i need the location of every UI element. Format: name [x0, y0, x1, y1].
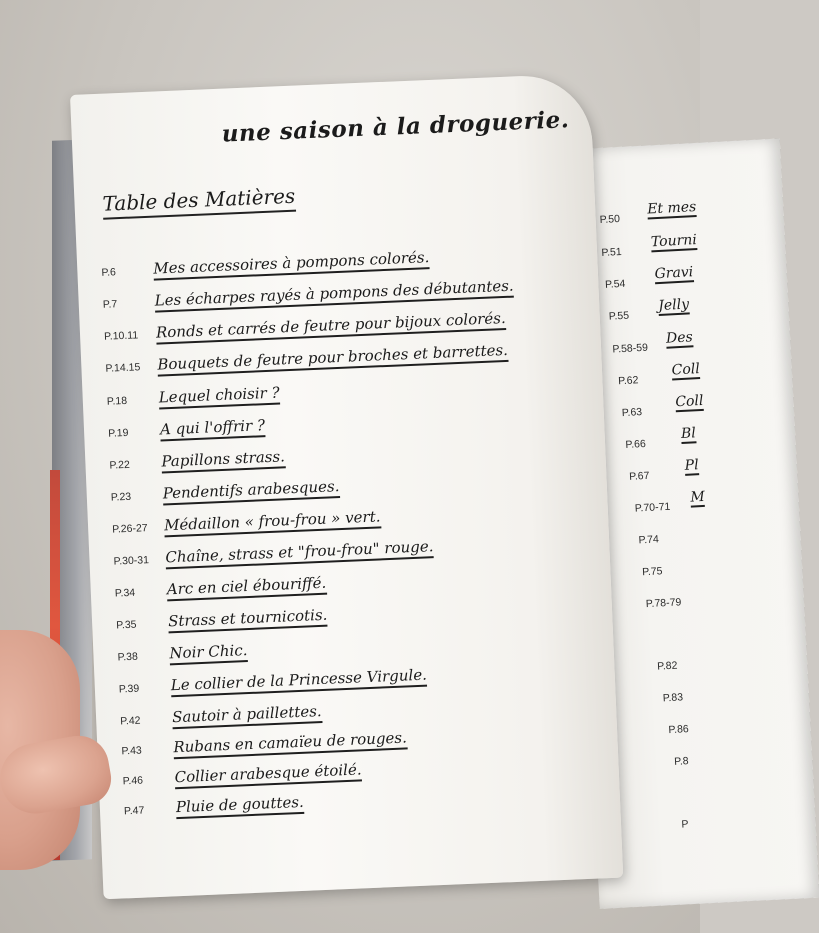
toc-entry — [120, 702, 322, 731]
right-page-number: P.50 — [599, 212, 621, 227]
right-page-number: P.75 — [641, 565, 663, 579]
toc-entry-title: Sautoir à paillettes. — [172, 702, 322, 729]
toc-page-number: P.22 — [109, 458, 131, 472]
toc-entry-title: Bouquets de feutre pour broches et barrettes. — [157, 341, 508, 377]
toc-entry — [122, 760, 362, 791]
right-entry-title: Bl — [680, 425, 697, 443]
toc-entry-title: Mes accessoires à pompons colorés. — [153, 248, 430, 281]
toc-entry-title: Collier arabesque étoilé. — [174, 760, 362, 789]
toc-page-number: P.7 — [102, 298, 118, 311]
toc-entry-title: Rubans en camaïeu de rouges. — [173, 728, 407, 759]
right-page-number: P.66 — [625, 437, 647, 451]
right-page-number: P.67 — [628, 469, 650, 483]
right-entry-title: M — [689, 488, 706, 506]
right-page-number: P.62 — [617, 374, 639, 388]
right-page-number: P.78-79 — [645, 596, 682, 611]
right-entry-title: Et mes — [646, 198, 697, 218]
right-page-number: P.70-71 — [634, 500, 671, 515]
toc-entry — [112, 507, 381, 539]
right-page-number: P.63 — [621, 406, 643, 420]
toc-entry — [114, 574, 326, 604]
right-entry-title: Coll — [671, 360, 701, 379]
toc-page-number: P.10.11 — [103, 329, 139, 343]
toc-entry-title: Lequel choisir ? — [158, 383, 280, 409]
right-entry-title: Coll — [674, 392, 704, 411]
right-page-number: P.58-59 — [612, 341, 649, 356]
left-page — [70, 73, 623, 899]
toc-entry — [118, 666, 427, 700]
toc-entry — [106, 383, 280, 411]
toc-entry-title: Noir Chic. — [169, 641, 248, 665]
toc-entry-title: Papillons strass. — [161, 447, 285, 473]
toc-page-number: P.34 — [114, 586, 136, 600]
toc-entry-title: Strass et tournicotis. — [168, 606, 328, 634]
right-page-number: P.51 — [601, 245, 622, 259]
toc-entry-title: Pendentifs arabesques. — [162, 477, 340, 505]
toc-page-number: P.39 — [118, 682, 140, 696]
right-entry-title: Tourni — [650, 231, 698, 251]
toc-entry — [105, 341, 508, 379]
toc-entry-title: Pluie de gouttes. — [176, 793, 305, 819]
right-page-number: P — [681, 818, 689, 831]
toc-entry-title: A qui l'offrir ? — [160, 416, 266, 441]
toc-entry — [117, 641, 248, 667]
toc-entry-title: Les écharpes rayés à pompons des débutantes. — [154, 277, 514, 313]
right-entry-title: Des — [665, 329, 694, 347]
right-entry-title: Gravi — [654, 264, 694, 283]
book-header-title: une saison à la droguerie. — [221, 106, 570, 148]
toc-page-number: P.30-31 — [113, 554, 150, 568]
right-entry-title: Jelly — [657, 296, 690, 315]
toc-page-number: P.14.15 — [105, 361, 141, 375]
toc-entry-title: Chaîne, strass et "frou-frou" rouge. — [165, 537, 434, 569]
toc-entry — [113, 537, 434, 571]
toc-entry-title: Ronds et carrés de feutre pour bijoux colorés. — [156, 309, 506, 345]
toc-entry — [101, 248, 430, 283]
toc-page-number: P.23 — [110, 490, 132, 504]
toc-page-number: P.38 — [117, 650, 139, 664]
toc-entry — [124, 793, 305, 822]
toc-entry — [116, 606, 328, 636]
toc-title: Table des Matières — [102, 184, 296, 220]
right-page-number: P.83 — [662, 691, 684, 705]
right-page-number: P.82 — [656, 659, 678, 673]
toc-entry — [102, 277, 514, 315]
toc-entry-title: Médaillon « frou-frou » vert. — [164, 507, 381, 537]
toc-page-number: P.18 — [106, 394, 128, 408]
toc-page-number: P.47 — [123, 804, 145, 818]
toc-entry — [121, 728, 407, 761]
toc-entry — [104, 309, 506, 347]
toc-page-number: P.46 — [122, 774, 144, 788]
right-page-number: P.74 — [638, 533, 660, 547]
toc-entry-title: Arc en ciel ébouriffé. — [166, 574, 326, 602]
toc-page-number: P.35 — [116, 618, 137, 632]
toc-page-number: P.42 — [120, 714, 141, 728]
right-entry-title: Pl — [684, 457, 700, 474]
toc-entry — [109, 447, 285, 475]
right-page-number: P.8 — [673, 755, 689, 768]
right-page-number: P.86 — [668, 723, 690, 737]
right-page-number: P.54 — [604, 277, 626, 291]
toc-entry-title: Le collier de la Princesse Virgule. — [170, 666, 427, 698]
toc-entry — [108, 416, 266, 444]
toc-page-number: P.26-27 — [111, 522, 148, 536]
toc-page-number: P.19 — [107, 426, 129, 440]
right-page-number: P.55 — [608, 309, 630, 323]
toc-page-number: P.6 — [101, 266, 117, 279]
toc-page-number: P.43 — [121, 744, 143, 758]
toc-entry — [110, 477, 339, 508]
